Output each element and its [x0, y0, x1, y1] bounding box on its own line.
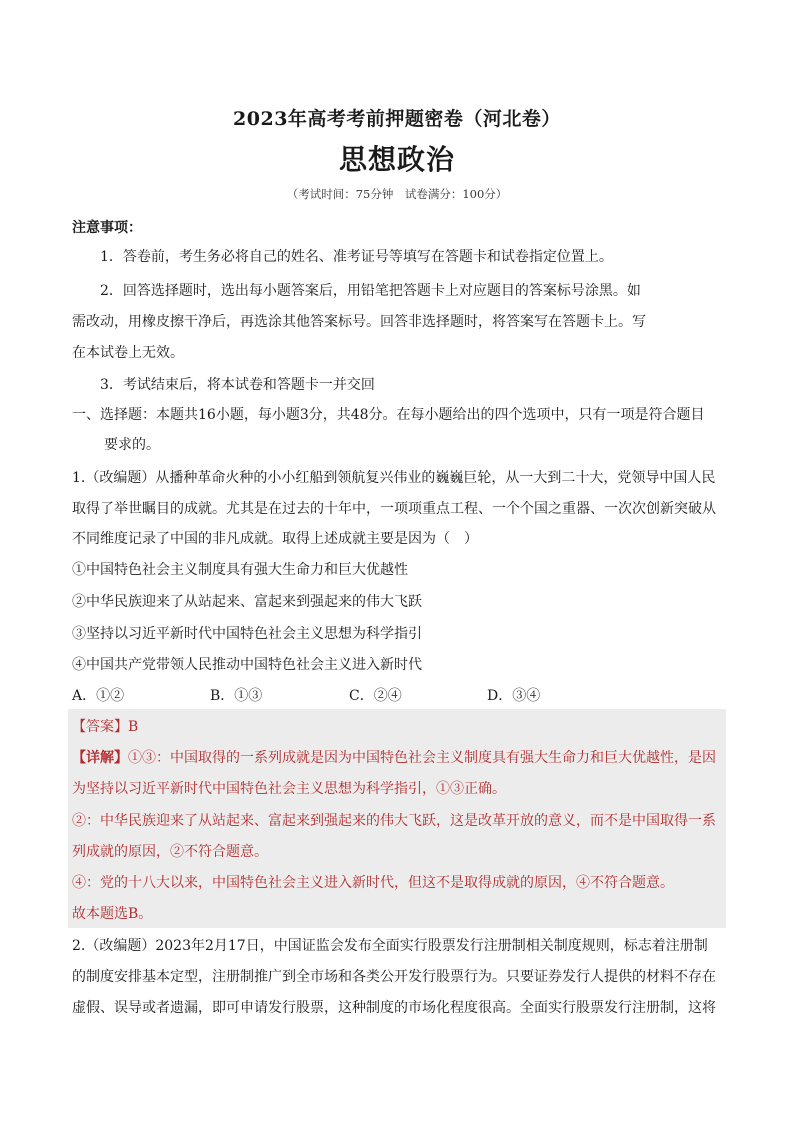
question-2-line-3: 虚假、误导或者遗漏，即可申请发行股票，这种制度的市场化程度很高。全面实行股票发行注册制，这将: [72, 1000, 716, 1016]
option-a: A．①②: [72, 688, 125, 704]
detail-line-3: ②：中华民族迎来了从站起来、富起来到强起来的伟大飞跃，这是改革开放的意义，而不是中国取得一系: [72, 813, 716, 829]
answer-line: 【答案】B: [72, 719, 139, 735]
question-2-line-2: 的制度安排基本定型，注册制推广到全市场和各类公开发行股票行为。只要证券发行人提供的材料不存在: [72, 969, 716, 985]
question-1-line-1: 1.（改编题）从播种革命火种的小小红船到领航复兴伟业的巍巍巨轮，从一大到二十大，党领导中国人民: [72, 470, 716, 486]
detail-label: 【详解】: [72, 750, 128, 766]
detail-line-2: 为坚持以习近平新时代中国特色社会主义思想为科学指引，①③正确。: [72, 781, 506, 797]
subject-title: 思想政治: [338, 143, 455, 176]
notice-item-2-line-2: 需改动，用橡皮擦干净后，再选涂其他答案标号。回答非选择题时，将答案写在答题卡上。写: [72, 314, 646, 330]
option-b: B．①③: [210, 688, 263, 704]
question-1-statement-2: ②中华民族迎来了从站起来、富起来到强起来的伟大飞跃: [72, 594, 422, 610]
question-2-line-1: 2.（改编题）2023年2月17日，中国证监会发布全面实行股票发行注册制相关制度规则，标志着注册制: [72, 938, 708, 954]
detail-line-4: 列成就的原因，②不符合题意。: [72, 844, 268, 860]
question-1-statement-4: ④中国共产党带领人民推动中国特色社会主义进入新时代: [72, 657, 422, 673]
section-1-line-2: 要求的。: [104, 437, 160, 453]
option-c: C．②④: [349, 688, 402, 704]
question-1-line-2: 取得了举世瞩目的成就。尤其是在过去的十年中，一项项重点工程、一个个国之重器、一次次创新突破从: [72, 501, 716, 517]
exam-info: （考试时间：75分钟 试卷满分：100分）: [286, 187, 508, 201]
detail-line-5: ④：党的十八大以来，中国特色社会主义进入新时代，但这不是取得成就的原因，④不符合题意。: [72, 875, 674, 891]
notice-item-2-line-1: 2．回答选择题时，选出每小题答案后，用铅笔把答题卡上对应题目的答案标号涂黑。如: [100, 283, 641, 299]
question-1-line-3: 不同维度记录了中国的非凡成就。取得上述成就主要是因为（ ）: [72, 531, 478, 547]
notice-heading: 注意事项：: [72, 220, 142, 236]
notice-item-3: 3．考试结束后，将本试卷和答题卡一并交回: [100, 377, 375, 393]
section-1-line-1: 一、选择题：本题共16小题，每小题3分，共48分。在每小题给出的四个选项中，只有一项是符合题目: [72, 407, 705, 423]
option-d: D．③④: [487, 688, 541, 704]
detail-line-1: [72, 748, 716, 768]
question-1-statement-3: ③坚持以习近平新时代中国特色社会主义思想为科学指引: [72, 626, 422, 642]
question-1-statement-1: ①中国特色社会主义制度具有强大生命力和巨大优越性: [72, 562, 408, 578]
conclusion-line: 故本题选B。: [72, 906, 153, 922]
exam-title: 2023年高考考前押题密卷（河北卷）: [233, 108, 561, 130]
notice-item-2-line-3: 在本试卷上无效。: [72, 345, 184, 361]
detail-text-1: ①③：中国取得的一系列成就是因为中国特色社会主义制度具有强大生命力和巨大优越性，是因: [128, 750, 716, 766]
notice-item-1: 1．答卷前，考生务必将自己的姓名、准考证号等填写在答题卡和试卷指定位置上。: [100, 249, 613, 265]
